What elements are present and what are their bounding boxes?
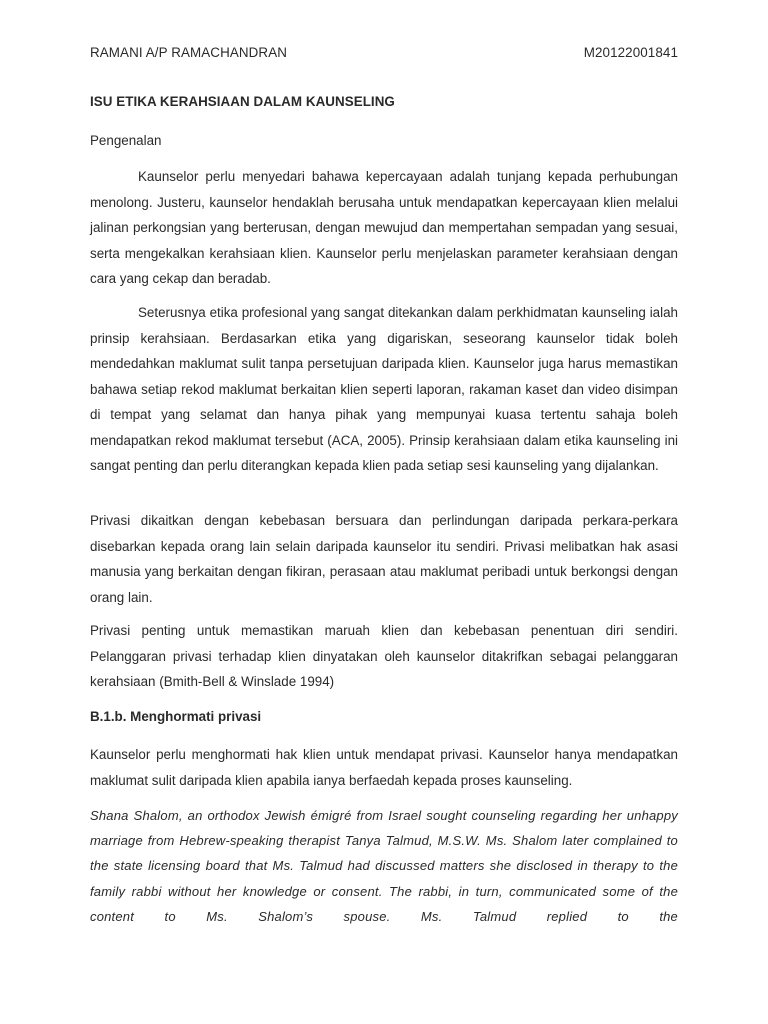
- page-header: [90, 45, 678, 65]
- section-heading: B.1.b. Menghormati privasi: [90, 709, 262, 724]
- case-quote: Shana Shalom, an orthodox Jewish émigré from Israel sought counseling regarding her unhappy marriage from Hebrew-speaking therapist Tanya Talmud, M.S.W. Ms. Shalom later complained to the state licensing board that Ms. Talmud had discussed matters she disclosed in therapy to the family rabbi without her knowledge or consent. The rabbi, in turn, communicated some of the content to Ms. Shalom’s spouse. Ms. Talmud replied to the: [90, 808, 678, 924]
- privacy-paragraph-1: Privasi dikaitkan dengan kebebasan bersuara dan perlindungan daripada perkara-perkara disebarkan kepada orang lain selain daripada kaunselor itu sendiri. Privasi melibatkan hak asasi manusia yang berkaitan dengan fikiran, perasaan atau maklumat peribadi untuk berkongsi dengan orang lain.: [90, 513, 678, 605]
- document-title: ISU ETIKA KERAHSIAAN DALAM KAUNSELING: [90, 94, 395, 109]
- intro-heading: Pengenalan: [90, 133, 162, 148]
- intro-paragraph-2: Seterusnya etika profesional yang sangat ditekankan dalam perkhidmatan kaunseling ialah prinsip kerahsiaan. Berdasarkan etika yang digariskan, seseorang kaunselor tidak boleh mendedahkan maklumat sulit tanpa persetujuan daripada klien. Kaunselor juga harus memastikan bahawa setiap rekod maklumat berkaitan klien seperti laporan, rakaman kaset dan video disimpan di tempat yang selamat dan hanya pihak yang mempunyai kuasa tertentu sahaja boleh mendapatkan rekod maklumat tersebut (ACA, 2005). Prinsip kerahsiaan dalam etika kaunseling ini sangat penting dan perlu diterangkan kepada klien pada setiap sesi kaunseling yang dijalankan.: [90, 305, 678, 473]
- section-paragraph: Kaunselor perlu menghormati hak klien untuk mendapat privasi. Kaunselor hanya mendapatkan maklumat sulit daripada klien apabila ianya berfaedah kepada proses kaunseling.: [90, 747, 678, 788]
- privacy-paragraph-2: Privasi penting untuk memastikan maruah klien dan kebebasan penentuan diri sendiri. Pelanggaran privasi terhadap klien dinyatakan oleh kaunselor ditakrifkan sebagai pelanggaran kerahsiaan (Bmith-Bell & Winslade 1994): [90, 623, 678, 689]
- intro-paragraph-1: Kaunselor perlu menyedari bahawa kepercayaan adalah tunjang kepada perhubungan menolong. Justeru, kaunselor hendaklah berusaha untuk mendapatkan kepercayaan klien melalui jalinan perkongsian yang berterusan, dengan mewujud dan mempertahan sempadan yang sesuai, serta mengekalkan kerahsiaan klien. Kaunselor perlu menjelaskan parameter kerahsiaan dengan cara yang cekap dan beradab.: [90, 169, 678, 286]
- author-name: RAMANI A/P RAMACHANDRAN: [90, 45, 287, 60]
- student-id: M20122001841: [583, 45, 678, 60]
